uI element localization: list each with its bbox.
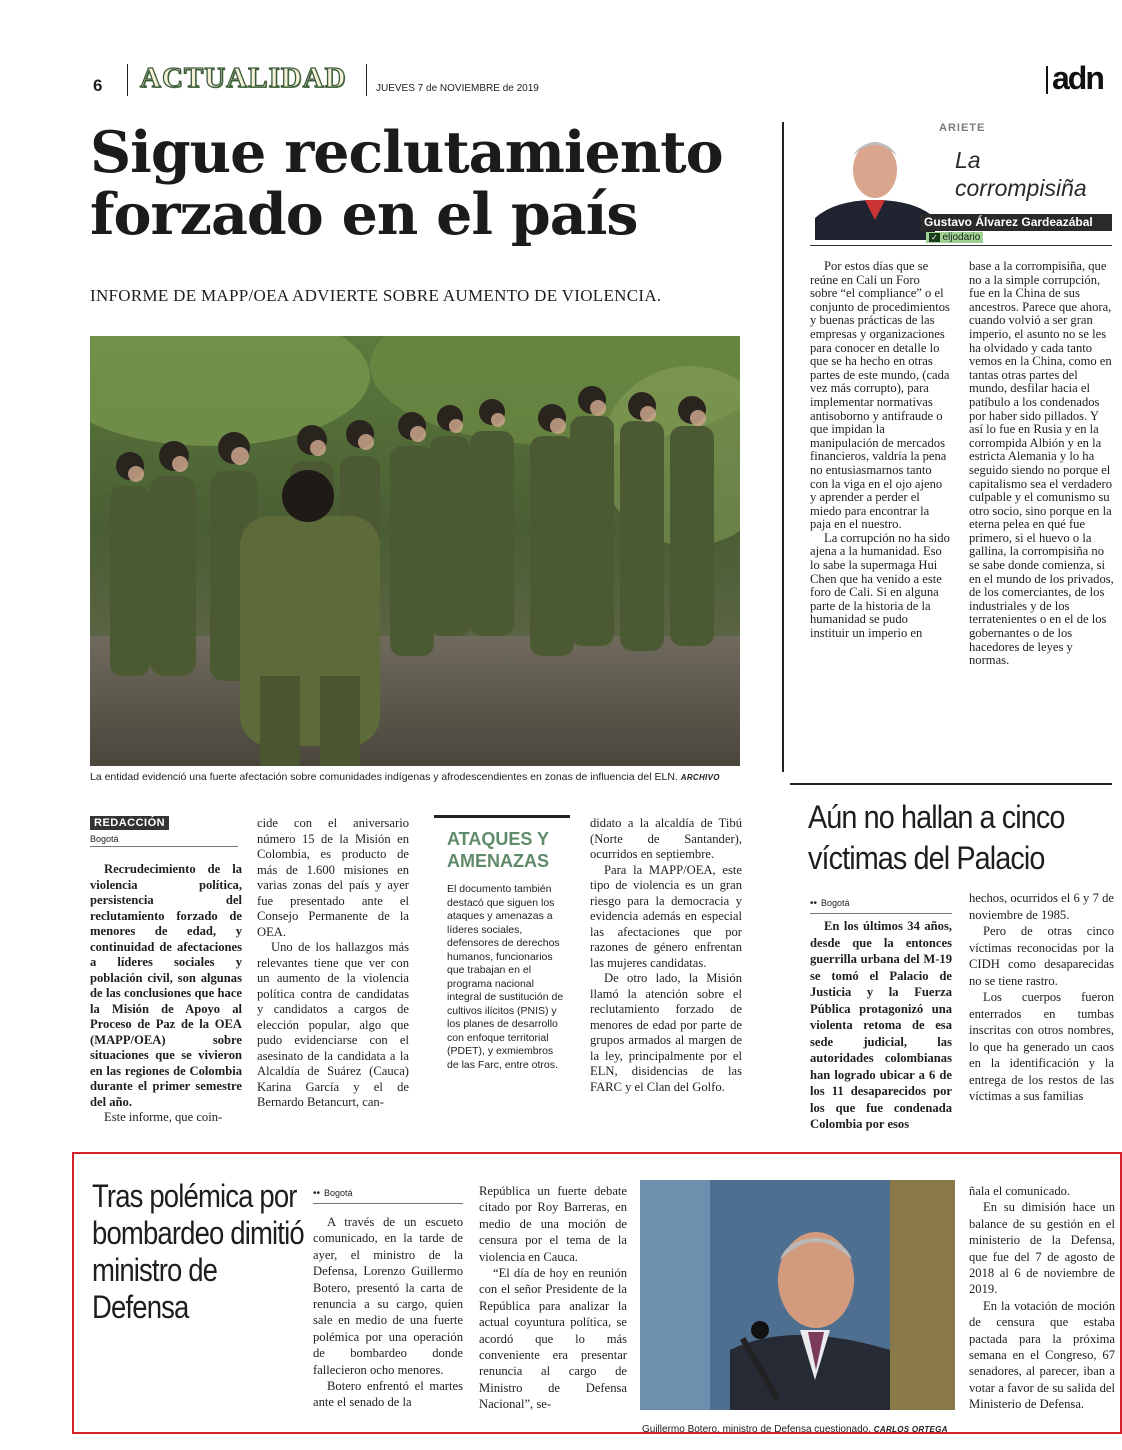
- paragraph: Este informe, que coin-: [104, 1110, 223, 1124]
- lead-column-2: [257, 816, 409, 1111]
- column-divider: [810, 245, 1112, 246]
- paragraph: cide con el aniversario número 15 de la Misión en Colombia, es producto de más de 1.600 misiones en varias zonas del país y ayer fue presentado ante el Consejo Permanente de la OEA.: [257, 816, 409, 939]
- lead-column-1: [90, 862, 242, 1126]
- issue-date: JUEVES 7 de NOVIEMBRE de 2019: [376, 83, 539, 94]
- paragraph: Botero enfrentó el martes ante el senado de la: [313, 1379, 463, 1410]
- bottom-column-2: [479, 1183, 627, 1413]
- author-name: Gustavo Álvarez Gardeazábal: [920, 214, 1112, 231]
- paragraph: Para la MAPP/OEA, este tipo de violencia es un gran riesgo para la democracia y evidencia además en especial las afectaciones que por razones de género enfrentan las mujeres candidatas.: [590, 862, 742, 970]
- palacio-column-1: [810, 918, 952, 1133]
- lead-column-3: [590, 816, 742, 1095]
- bottom-headline: Tras polémica por bombardeo dimitió ministro de Defensa: [92, 1178, 304, 1325]
- page-number: 6: [93, 76, 103, 95]
- paragraph: didato a la alcaldía de Tibú (Norte de Santander), ocurridos en septiembre.: [590, 816, 742, 861]
- paragraph: Los cuerpos fueron enterrados en tumbas inscritas con otros nombres, lo que ha generado un caos en la identificación y la entrega de los restos de las víctimas a sus familias: [969, 990, 1114, 1103]
- dateline-marker: ••: [313, 1188, 321, 1199]
- paragraph: En los últimos 34 años, desde que la entonces guerrilla urbana del M-19 se tomó el Palacio de Justicia y la Fuerza Pública protagonizó una violenta retoma de esa sede judicial, las autoridades colombianas han logrado ubicar a 6 de los 11 desaparecidos por los que fue condenada Colombia por esos: [810, 919, 952, 1131]
- lead-headline: Sigue reclutamiento forzado en el país: [90, 119, 723, 248]
- paragraph: Recrudecimiento de la violencia política, persistencia del reclutamiento forzado de menores de edad, y continuidad de afectaciones a líderes sociales y población civil, son algunas de las conclusiones que hace la Misión de Apoyo al Proceso de Paz de la OEA (MAPP/OEA) sobre situaciones que se vivieron en las regiones de Colombia durante el primer semestre del año.: [90, 862, 242, 1109]
- handle-text: eljodario: [942, 232, 981, 243]
- bottom-column-3: [969, 1183, 1115, 1413]
- author-photo: [815, 126, 935, 240]
- dateline-city: Bogotá: [90, 834, 238, 847]
- sidebar-body: El documento también destacó que siguen los ataques y amenazas a líderes sociales, defensores de derechos humanos, funcionarios que trabajan en el programa nacional integral de sustitución de cultivos ilícitos (PNIS) y los planes de desarrollo con enfoque territorial (PDET), y exmiembros de las Farc, entre otros.: [447, 883, 564, 1071]
- bottom-column-1: [313, 1214, 463, 1411]
- bottom-photo-caption: [642, 1424, 982, 1435]
- paragraph: En la votación de moción de censura que estaba pactada para la próxima semana en el Congreso, 67 senadores, al parecer, iban a votar a favor de su salida del Ministerio de Defensa.: [969, 1298, 1115, 1412]
- brand-logo: adn: [1052, 60, 1103, 96]
- lead-photo-caption: [90, 771, 750, 783]
- paragraph: “El día de hoy en reunión con el señor Presidente de la República para analizar la actual coyuntura política, se acordó que lo más conveniente era presentar renuncia al cargo de Ministro de Defensa Nacional”, se-: [479, 1266, 627, 1412]
- story-divider: [790, 783, 1112, 785]
- paragraph: Uno de los hallazgos más relevantes tiene que ver con un aumento de la violencia política contra de candidatas y candidatos a cargos de elección popular, algo que pudo evidenciarse con el asesinato de la candidata a la Alcaldía de Suárez (Cauca) Karina García y el de Bernardo Betancurt, can-: [257, 940, 409, 1109]
- paragraph: base a la corrompisiña, que no a la simple corrupción, fue en la China de sus ancestros. Parece que ahora, cuando volvió a ser gran imperio, el asunto no se les ha olvidado y cada tanto vemos en la China, como en tantas otras partes del mundo, desfilar hacia el patíbulo a los condenados por haber sido pillados. Y así lo fue en Rusia y en la corrompida Albión y en la estricta Alemania y lo ha seguido siendo no porque el capitalismo sea el verdadero culpable y el comunismo su otro socio, sino porque en la eterna pelea en qué fue primero, si el huevo o la gallina, la corrompisiña no se sabe donde comienza, si en el mundo de los privados, de los comerciantes, de los industriales y de los terratenientes o en el de los gobernantes o de los hacedores de leyes y normas.: [969, 259, 1114, 668]
- caption-text: La entidad evidenció una fuerte afectación sobre comunidades indígenas y afrodescendientes en zonas de influencia del ELN.: [90, 771, 678, 783]
- bottom-dateline: [313, 1183, 463, 1204]
- paragraph: Por estos días que se reúne en Cali un Foro sobre “el compliance” o el conjunto de procedimientos y buenas prácticas de las empresas y organizaciones para conocer en detalle lo que se ha hecho en otras partes de este mundo, (cada vez más corrupto), para implementar normativas antisoborno y antifraude o que impidan la manipulación de mercados financieros, valdría la pena no entusiasmarnos tanto con la viga en el ojo ajeno y aprender a perder el miedo para encontrar la paja en el nuestro.: [810, 259, 950, 532]
- dateline-marker: ••: [810, 898, 818, 909]
- paragraph: hechos, ocurridos el 6 y 7 de noviembre de 1985.: [969, 891, 1114, 922]
- byline: REDACCIÓN: [90, 816, 169, 830]
- palacio-column-2: [969, 890, 1114, 1105]
- photo-credit: CARLOS ORTEGA: [873, 1425, 948, 1434]
- opinion-column-2: [969, 260, 1114, 668]
- paragraph: La corrupción no ha sido ajena a la humanidad. Eso lo sabe la supermaga Hui Chen que ha venido a este foro de Cali. Si en alguna parte de la historia de la humanidad se pudo instituir un imperio en: [810, 530, 950, 641]
- column-rule: [782, 122, 784, 772]
- photo-credit: ARCHIVO: [680, 773, 720, 782]
- author-handle: [926, 232, 983, 243]
- lead-deck: INFORME DE MAPP/OEA ADVIERTE SOBRE AUMENTO DE VIOLENCIA.: [90, 286, 662, 305]
- section-name: ACTUALIDAD: [140, 62, 347, 94]
- palacio-dateline: [810, 893, 952, 914]
- paragraph: A través de un escueto comunicado, en la tarde de ayer, el ministro de la Defensa, Lorenzo Guillermo Botero, presentó la carta de renuncia a su cargo, quien sale en medio de una fuerte polémica por una operación de bombardeo donde fallecieron ocho menores.: [313, 1215, 463, 1377]
- header-divider: [127, 64, 128, 96]
- dateline-city: Bogotá: [821, 898, 850, 908]
- paragraph: ñala el comunicado.: [969, 1184, 1071, 1198]
- header-divider: [366, 64, 367, 96]
- twitter-icon: ✓: [931, 233, 938, 242]
- paragraph: De otro lado, la Misión llamó la atención sobre el reclutamiento forzado de menores de edad por parte de grupos armados al margen de la ley, principalmente por el ELN, disidencias de las FARC y el Clan del Golfo.: [590, 971, 742, 1094]
- palacio-headline: Aún no hallan a cinco víctimas del Palacio: [808, 799, 1065, 876]
- caption-text: Guillermo Botero, ministro de Defensa cuestionado.: [642, 1424, 872, 1435]
- paragraph: Pero de otras cinco víctimas reconocidas por la CIDH como desaparecidas no se tiene rastro.: [969, 924, 1114, 988]
- bottom-photo: [640, 1180, 955, 1410]
- column-label: ARIETE: [939, 122, 986, 134]
- lead-photo: [90, 336, 740, 766]
- column-title: La corrompisiña: [955, 147, 1087, 201]
- opinion-column-1: [810, 260, 950, 641]
- sidebar-title: ATAQUES Y AMENAZAS: [447, 829, 549, 871]
- dateline-city: Bogotá: [324, 1188, 353, 1198]
- paragraph: En su dimisión hace un balance de su gestión en el ministerio de la Defensa, que fue del 7 de agosto de 2018 al 6 de noviembre de 2019.: [969, 1200, 1115, 1297]
- paragraph: República un fuerte debate citado por Roy Barreras, en medio de una moción de censura por el tema de la violencia en Cauca.: [479, 1184, 627, 1264]
